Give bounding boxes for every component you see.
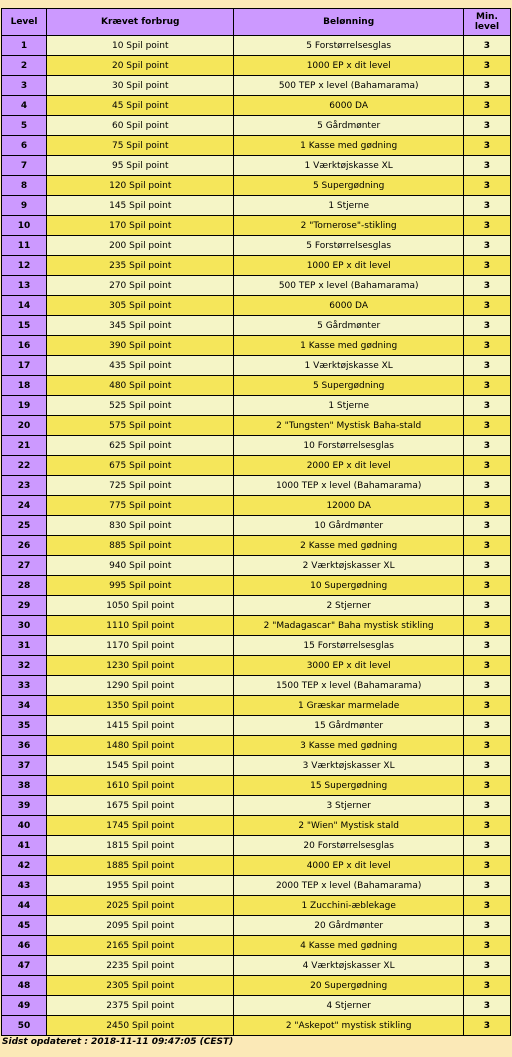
- table-row: [2, 396, 510, 415]
- cell-reward: 1500 TEP x level (Bahamarama): [234, 676, 462, 695]
- cell-reward: 5 Gårdmønter: [234, 116, 462, 135]
- cell-reward: 1 Stjerne: [234, 196, 462, 215]
- cell-level: 16: [2, 336, 46, 355]
- table-row: [2, 856, 510, 875]
- cell-reward: 4 Værktøjskasser XL: [234, 956, 462, 975]
- cell-min-level: 3: [464, 836, 510, 855]
- table-row: [2, 356, 510, 375]
- cell-reward: 2 "Tungsten" Mystisk Baha-stald: [234, 416, 462, 435]
- cell-min-level: 3: [464, 756, 510, 775]
- cell-cost: 1110 Spil point: [47, 616, 233, 635]
- last-updated-footer: Sidst opdateret : 2018-11-11 09:47:05 (CEST): [2, 1037, 234, 1047]
- cell-cost: 1480 Spil point: [47, 736, 233, 755]
- cell-level: 48: [2, 976, 46, 995]
- header-cost: Krævet forbrug: [47, 9, 233, 35]
- cell-cost: 270 Spil point: [47, 276, 233, 295]
- cell-cost: 725 Spil point: [47, 476, 233, 495]
- cell-level: 7: [2, 156, 46, 175]
- cell-level: 4: [2, 96, 46, 115]
- cell-min-level: 3: [464, 776, 510, 795]
- table-row: [2, 656, 510, 675]
- cell-reward: 2 "Askepot" mystisk stikling: [234, 1016, 462, 1035]
- cell-cost: 2305 Spil point: [47, 976, 233, 995]
- table-row: [2, 216, 510, 235]
- table-row: [2, 736, 510, 755]
- cell-level: 30: [2, 616, 46, 635]
- cell-cost: 2450 Spil point: [47, 1016, 233, 1035]
- cell-level: 24: [2, 496, 46, 515]
- cell-level: 38: [2, 776, 46, 795]
- cell-min-level: 3: [464, 896, 510, 915]
- table-row: [2, 936, 510, 955]
- cell-reward: 4000 EP x dit level: [234, 856, 462, 875]
- table-row: [2, 556, 510, 575]
- cell-reward: 5 Supergødning: [234, 176, 462, 195]
- cell-min-level: 3: [464, 676, 510, 695]
- cell-level: 39: [2, 796, 46, 815]
- cell-min-level: 3: [464, 1016, 510, 1035]
- cell-cost: 625 Spil point: [47, 436, 233, 455]
- cell-cost: 305 Spil point: [47, 296, 233, 315]
- cell-cost: 235 Spil point: [47, 256, 233, 275]
- cell-min-level: 3: [464, 336, 510, 355]
- cell-level: 40: [2, 816, 46, 835]
- table-row: [2, 56, 510, 75]
- cell-level: 35: [2, 716, 46, 735]
- table-row: [2, 96, 510, 115]
- table-row: [2, 176, 510, 195]
- cell-level: 1: [2, 36, 46, 55]
- cell-level: 13: [2, 276, 46, 295]
- cell-reward: 1 Zucchini-æblekage: [234, 896, 462, 915]
- cell-level: 25: [2, 516, 46, 535]
- cell-min-level: 3: [464, 476, 510, 495]
- cell-min-level: 3: [464, 416, 510, 435]
- table-row: [2, 1016, 510, 1035]
- cell-cost: 1610 Spil point: [47, 776, 233, 795]
- cell-reward: 2 "Tornerose"-stikling: [234, 216, 462, 235]
- cell-min-level: 3: [464, 116, 510, 135]
- cell-min-level: 3: [464, 636, 510, 655]
- cell-level: 5: [2, 116, 46, 135]
- table-row: [2, 276, 510, 295]
- cell-level: 33: [2, 676, 46, 695]
- cell-min-level: 3: [464, 396, 510, 415]
- cell-level: 14: [2, 296, 46, 315]
- table-row: [2, 496, 510, 515]
- cell-min-level: 3: [464, 916, 510, 935]
- table-row: [2, 256, 510, 275]
- cell-cost: 675 Spil point: [47, 456, 233, 475]
- cell-cost: 60 Spil point: [47, 116, 233, 135]
- table-row: [2, 416, 510, 435]
- header-level: Level: [2, 9, 46, 35]
- cell-cost: 575 Spil point: [47, 416, 233, 435]
- cell-cost: 30 Spil point: [47, 76, 233, 95]
- header-min-level-line1: Min.: [476, 12, 498, 22]
- cell-reward: 1 Stjerne: [234, 396, 462, 415]
- cell-min-level: 3: [464, 216, 510, 235]
- cell-cost: 10 Spil point: [47, 36, 233, 55]
- cell-reward: 2 Kasse med gødning: [234, 536, 462, 555]
- cell-cost: 145 Spil point: [47, 196, 233, 215]
- cell-level: 47: [2, 956, 46, 975]
- cell-reward: 3000 EP x dit level: [234, 656, 462, 675]
- table-row: [2, 756, 510, 775]
- cell-min-level: 3: [464, 856, 510, 875]
- cell-level: 21: [2, 436, 46, 455]
- cell-cost: 2375 Spil point: [47, 996, 233, 1015]
- cell-cost: 2165 Spil point: [47, 936, 233, 955]
- cell-reward: 2 Værktøjskasser XL: [234, 556, 462, 575]
- cell-cost: 1290 Spil point: [47, 676, 233, 695]
- cell-min-level: 3: [464, 796, 510, 815]
- cell-cost: 345 Spil point: [47, 316, 233, 335]
- cell-min-level: 3: [464, 696, 510, 715]
- cell-cost: 120 Spil point: [47, 176, 233, 195]
- table-header-row: [2, 9, 510, 35]
- cell-level: 17: [2, 356, 46, 375]
- cell-level: 44: [2, 896, 46, 915]
- cell-cost: 2095 Spil point: [47, 916, 233, 935]
- cell-reward: 20 Supergødning: [234, 976, 462, 995]
- cell-cost: 200 Spil point: [47, 236, 233, 255]
- cell-level: 2: [2, 56, 46, 75]
- table-row: [2, 316, 510, 335]
- cell-reward: 5 Supergødning: [234, 376, 462, 395]
- cell-cost: 1350 Spil point: [47, 696, 233, 715]
- cell-cost: 885 Spil point: [47, 536, 233, 555]
- cell-reward: 5 Gårdmønter: [234, 316, 462, 335]
- cell-min-level: 3: [464, 936, 510, 955]
- cell-cost: 2235 Spil point: [47, 956, 233, 975]
- cell-min-level: 3: [464, 536, 510, 555]
- cell-min-level: 3: [464, 656, 510, 675]
- cell-reward: 1 Værktøjskasse XL: [234, 356, 462, 375]
- cell-reward: 500 TEP x level (Bahamarama): [234, 76, 462, 95]
- cell-level: 18: [2, 376, 46, 395]
- table-row: [2, 576, 510, 595]
- cell-reward: 6000 DA: [234, 296, 462, 315]
- cell-reward: 15 Supergødning: [234, 776, 462, 795]
- cell-reward: 3 Kasse med gødning: [234, 736, 462, 755]
- cell-reward: 20 Gårdmønter: [234, 916, 462, 935]
- table-row: [2, 156, 510, 175]
- cell-cost: 1415 Spil point: [47, 716, 233, 735]
- table-row: [2, 776, 510, 795]
- table-row: [2, 596, 510, 615]
- table-row: [2, 616, 510, 635]
- cell-min-level: 3: [464, 436, 510, 455]
- cell-cost: 1815 Spil point: [47, 836, 233, 855]
- cell-reward: 10 Forstørrelsesglas: [234, 436, 462, 455]
- cell-level: 9: [2, 196, 46, 215]
- cell-level: 32: [2, 656, 46, 675]
- table-row: [2, 896, 510, 915]
- cell-min-level: 3: [464, 176, 510, 195]
- table-row: [2, 36, 510, 55]
- cell-cost: 995 Spil point: [47, 576, 233, 595]
- table-row: [2, 336, 510, 355]
- cell-cost: 435 Spil point: [47, 356, 233, 375]
- cell-reward: 2 "Madagascar" Baha mystisk stikling: [234, 616, 462, 635]
- cell-level: 45: [2, 916, 46, 935]
- cell-min-level: 3: [464, 136, 510, 155]
- cell-level: 49: [2, 996, 46, 1015]
- cell-level: 26: [2, 536, 46, 555]
- cell-reward: 4 Kasse med gødning: [234, 936, 462, 955]
- cell-level: 29: [2, 596, 46, 615]
- cell-reward: 1 Værktøjskasse XL: [234, 156, 462, 175]
- header-reward: Belønning: [234, 9, 462, 35]
- table-row: [2, 516, 510, 535]
- cell-reward: 15 Gårdmønter: [234, 716, 462, 735]
- table-row: [2, 636, 510, 655]
- table-row: [2, 916, 510, 935]
- table-row: [2, 436, 510, 455]
- cell-level: 8: [2, 176, 46, 195]
- cell-cost: 45 Spil point: [47, 96, 233, 115]
- cell-cost: 1170 Spil point: [47, 636, 233, 655]
- cell-cost: 775 Spil point: [47, 496, 233, 515]
- cell-reward: 2000 TEP x level (Bahamarama): [234, 876, 462, 895]
- cell-min-level: 3: [464, 996, 510, 1015]
- cell-min-level: 3: [464, 816, 510, 835]
- cell-reward: 6000 DA: [234, 96, 462, 115]
- cell-cost: 2025 Spil point: [47, 896, 233, 915]
- cell-level: 11: [2, 236, 46, 255]
- cell-min-level: 3: [464, 456, 510, 475]
- cell-reward: 3 Stjerner: [234, 796, 462, 815]
- cell-level: 6: [2, 136, 46, 155]
- table-row: [2, 816, 510, 835]
- cell-level: 28: [2, 576, 46, 595]
- cell-cost: 525 Spil point: [47, 396, 233, 415]
- cell-min-level: 3: [464, 616, 510, 635]
- cell-cost: 75 Spil point: [47, 136, 233, 155]
- header-min-level: [464, 9, 510, 35]
- table-row: [2, 296, 510, 315]
- cell-cost: 20 Spil point: [47, 56, 233, 75]
- cell-cost: 480 Spil point: [47, 376, 233, 395]
- cell-level: 34: [2, 696, 46, 715]
- cell-reward: 15 Forstørrelsesglas: [234, 636, 462, 655]
- cell-min-level: 3: [464, 316, 510, 335]
- table-row: [2, 696, 510, 715]
- cell-level: 27: [2, 556, 46, 575]
- cell-min-level: 3: [464, 516, 510, 535]
- cell-level: 3: [2, 76, 46, 95]
- cell-level: 22: [2, 456, 46, 475]
- cell-reward: 2 Stjerner: [234, 596, 462, 615]
- cell-min-level: 3: [464, 956, 510, 975]
- table-row: [2, 716, 510, 735]
- cell-reward: 5 Forstørrelsesglas: [234, 236, 462, 255]
- cell-level: 36: [2, 736, 46, 755]
- cell-reward: 5 Forstørrelsesglas: [234, 36, 462, 55]
- cell-reward: 20 Forstørrelsesglas: [234, 836, 462, 855]
- table-row: [2, 476, 510, 495]
- cell-level: 31: [2, 636, 46, 655]
- table-row: [2, 236, 510, 255]
- cell-level: 41: [2, 836, 46, 855]
- cell-cost: 1955 Spil point: [47, 876, 233, 895]
- cell-reward: 1 Kasse med gødning: [234, 136, 462, 155]
- table-row: [2, 136, 510, 155]
- cell-min-level: 3: [464, 236, 510, 255]
- cell-min-level: 3: [464, 56, 510, 75]
- cell-level: 50: [2, 1016, 46, 1035]
- cell-cost: 95 Spil point: [47, 156, 233, 175]
- cell-reward: 1 Græskar marmelade: [234, 696, 462, 715]
- cell-level: 23: [2, 476, 46, 495]
- table-row: [2, 76, 510, 95]
- cell-min-level: 3: [464, 356, 510, 375]
- cell-cost: 830 Spil point: [47, 516, 233, 535]
- table-row: [2, 876, 510, 895]
- cell-min-level: 3: [464, 296, 510, 315]
- header-min-level-line2: level: [474, 22, 500, 32]
- cell-min-level: 3: [464, 736, 510, 755]
- cell-cost: 940 Spil point: [47, 556, 233, 575]
- cell-level: 43: [2, 876, 46, 895]
- cell-cost: 1545 Spil point: [47, 756, 233, 775]
- cell-min-level: 3: [464, 496, 510, 515]
- cell-reward: 1000 TEP x level (Bahamarama): [234, 476, 462, 495]
- cell-reward: 10 Supergødning: [234, 576, 462, 595]
- table-row: [2, 376, 510, 395]
- cell-level: 15: [2, 316, 46, 335]
- cell-level: 20: [2, 416, 46, 435]
- table-row: [2, 836, 510, 855]
- cell-min-level: 3: [464, 716, 510, 735]
- cell-min-level: 3: [464, 876, 510, 895]
- cell-reward: 10 Gårdmønter: [234, 516, 462, 535]
- cell-reward: 1 Kasse med gødning: [234, 336, 462, 355]
- cell-cost: 1230 Spil point: [47, 656, 233, 675]
- table-row: [2, 456, 510, 475]
- table-row: [2, 976, 510, 995]
- cell-min-level: 3: [464, 376, 510, 395]
- cell-level: 42: [2, 856, 46, 875]
- cell-min-level: 3: [464, 256, 510, 275]
- cell-cost: 170 Spil point: [47, 216, 233, 235]
- rewards-table: [1, 8, 511, 1036]
- cell-reward: 12000 DA: [234, 496, 462, 515]
- cell-reward: 3 Værktøjskasser XL: [234, 756, 462, 775]
- cell-reward: 2000 EP x dit level: [234, 456, 462, 475]
- table-row: [2, 536, 510, 555]
- cell-reward: 1000 EP x dit level: [234, 56, 462, 75]
- table-row: [2, 956, 510, 975]
- cell-min-level: 3: [464, 156, 510, 175]
- table-row: [2, 196, 510, 215]
- cell-reward: 1000 EP x dit level: [234, 256, 462, 275]
- table-row: [2, 676, 510, 695]
- cell-cost: 1050 Spil point: [47, 596, 233, 615]
- cell-level: 19: [2, 396, 46, 415]
- table-row: [2, 116, 510, 135]
- cell-reward: 500 TEP x level (Bahamarama): [234, 276, 462, 295]
- cell-cost: 1885 Spil point: [47, 856, 233, 875]
- cell-min-level: 3: [464, 196, 510, 215]
- cell-cost: 1745 Spil point: [47, 816, 233, 835]
- cell-min-level: 3: [464, 556, 510, 575]
- cell-level: 46: [2, 936, 46, 955]
- cell-reward: 4 Stjerner: [234, 996, 462, 1015]
- cell-min-level: 3: [464, 976, 510, 995]
- cell-reward: 2 "Wien" Mystisk stald: [234, 816, 462, 835]
- cell-min-level: 3: [464, 576, 510, 595]
- table-row: [2, 796, 510, 815]
- cell-level: 10: [2, 216, 46, 235]
- table-row: [2, 996, 510, 1015]
- cell-min-level: 3: [464, 596, 510, 615]
- cell-min-level: 3: [464, 36, 510, 55]
- cell-min-level: 3: [464, 276, 510, 295]
- cell-cost: 1675 Spil point: [47, 796, 233, 815]
- cell-level: 12: [2, 256, 46, 275]
- cell-level: 37: [2, 756, 46, 775]
- cell-min-level: 3: [464, 76, 510, 95]
- cell-min-level: 3: [464, 96, 510, 115]
- cell-cost: 390 Spil point: [47, 336, 233, 355]
